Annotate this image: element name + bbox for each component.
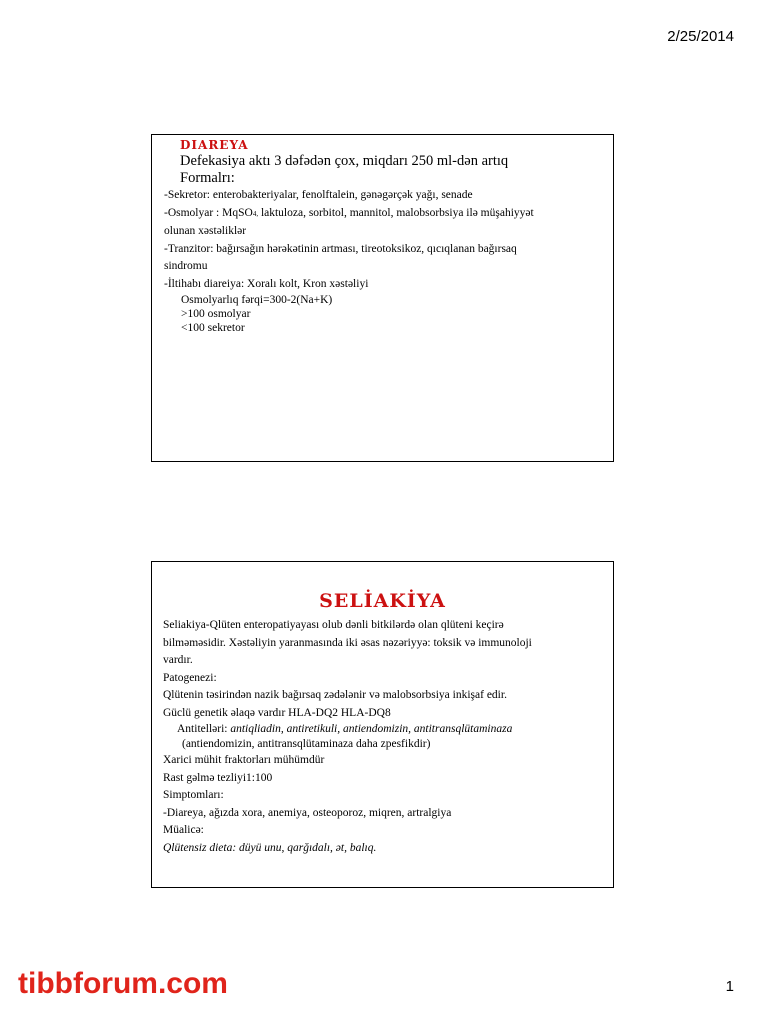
symptoms-list: -Diareya, ağızda xora, anemiya, osteoporoz, miqren, artralgiya <box>163 806 452 819</box>
slide-seliakiya-content <box>163 617 605 857</box>
brand-watermark: tibbforum.com <box>18 967 228 1000</box>
osmolarity-high: >100 osmolyar <box>181 308 251 320</box>
osmolarity-low: <100 sekretor <box>181 322 245 334</box>
tranzitor-line: -Tranzitor: bağırsağın hərəkətinin artması, tireotoksikoz, qıcıqlanan bağırsaq <box>164 242 517 255</box>
pathogenesis-text: Qlütenin təsirindən nazik bağırsaq zədələnir və malobsorbsiya inkişaf edir. <box>163 689 507 701</box>
treatment-text: Qlütensiz dieta: düyü unu, qarğıdalı, ət, balıq. <box>163 841 377 854</box>
osmolarity-formula: Osmolyarlıq fərqi=300-2(Na+K) <box>181 294 333 306</box>
intro-line: bilməməsidir. Xəstəliyin yaranmasında iki əsas nəzəriyyə: toksik və immunoloji <box>163 636 532 649</box>
intro-line: vardır. <box>163 654 193 666</box>
sekretor-line: -Sekretor: enterobakteriyalar, fenolftalein, gənəgərçək yağı, senade <box>164 189 473 201</box>
page-number: 1 <box>725 978 734 995</box>
slide-diareya <box>151 134 614 462</box>
tranzitor-line-cont: sindromu <box>164 260 208 272</box>
definition-line: Defekasiya aktı 3 dəfədən çox, miqdarı 250 ml-dən artıq <box>180 153 509 169</box>
osmolyar-line: -Osmolyar : MqSO4, laktuloza, sorbitol, mannitol, malobsorbsiya ilə müşahiyyət <box>164 206 534 219</box>
slide-title: SELİAKİYA <box>319 590 446 612</box>
antibodies-note: (antiendomizin, antitransqlütaminaza daha zpesfikdir) <box>182 738 431 750</box>
forms-heading: Formalrı: <box>180 170 235 186</box>
iltihabi-line: -İltihabı diareiya: Xoralı kolt, Kron xəstəliyi <box>164 277 369 290</box>
environment-line: Xarici mühit fraktorları mühümdür <box>163 754 325 766</box>
slide-diareya-content <box>164 137 605 335</box>
frequency-line: Rast gəlmə tezliyi1:100 <box>163 771 273 784</box>
slide-seliakiya <box>151 561 614 888</box>
page-date: 2/25/2014 <box>667 28 734 45</box>
antibodies-line: Antitelləri: antiqliadin, antiretikuli, antiendomizin, antitransqlütaminaza <box>177 723 513 735</box>
genetics-line: Güclü genetik əlaqə vardır HLA-DQ2 HLA-DQ8 <box>163 706 391 719</box>
osmolyar-line-cont: olunan xəstəliklər <box>164 225 247 237</box>
intro-line: Seliakiya-Qlüten enteropatiyayası olub dənli bitkilərdə olan qlüteni keçirə <box>163 619 504 631</box>
treatment-heading: Müalicə: <box>163 824 204 836</box>
symptoms-heading: Simptomları: <box>163 789 224 801</box>
pathogenesis-heading: Patogenezi: <box>163 671 217 684</box>
slide-title: DIAREYA <box>180 138 249 152</box>
